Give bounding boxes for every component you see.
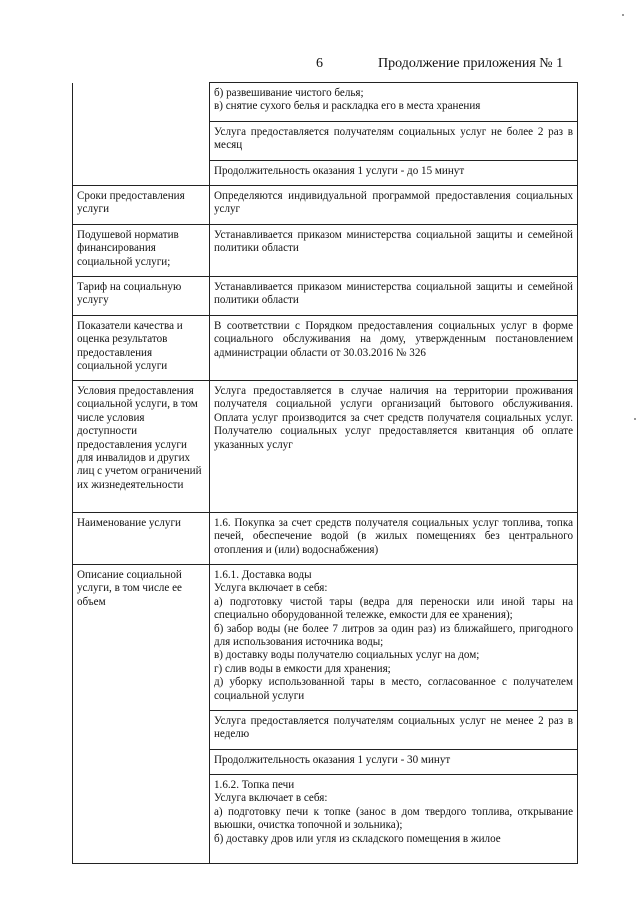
value-cell: 1.6. Покупка за счет средств получателя социальных услуг топлива, топка печей, обеспечение водой (в жилых помещениях без центрального отопления и (или) водоснабжения) <box>210 513 578 565</box>
label-cell: Наименование услуги <box>73 513 210 565</box>
value-cell: Услуга предоставляется в случае наличия на территории проживания получателя социальной услуги организаций бытового обслуживания. Оплата услуг производится за счет средств получателя социальных услуг. Получателю социальных услуг предоставляется квитанция об оплате указанных услуг <box>210 381 578 513</box>
table-row <box>73 186 578 225</box>
table-row <box>73 225 578 277</box>
list-item: б) доставку дров или угля из складского помещения в жилое <box>214 832 501 845</box>
list-item: Услуга включает в себя: <box>214 792 328 805</box>
table-row <box>73 381 578 513</box>
page-number: 6 <box>316 56 323 71</box>
label-cell: Тариф на социальную услугу <box>73 277 210 316</box>
subsection-title: 1.6.1. Доставка воды <box>214 569 312 581</box>
appendix-continuation-title: Продолжение приложения № 1 <box>378 56 564 71</box>
label-cell: Описание социальной услуги, в том числе ее объем <box>73 565 210 864</box>
value-cell: В соответствии с Порядком предоставления социальных услуг в форме социального обслуживания на дому, утвержденным постановлением администрации области от 30.03.2016 № 326 <box>210 316 578 381</box>
table-row <box>73 277 578 316</box>
scan-speck <box>622 14 624 16</box>
empty-label-cell <box>73 83 210 186</box>
label-cell: Показатели качества и оценка результатов предоставления социальной услуги <box>73 316 210 381</box>
service-table <box>72 82 578 864</box>
value-cell: Продолжительность оказания 1 услуги - до 15 минут <box>210 161 578 186</box>
list-item: в) снятие сухого белья и раскладка его в места хранения <box>214 100 481 113</box>
list-item: а) подготовку чистой тары (ведра для переноски или иной тары на специально оборудованной тележке, емкости для ее хранения); <box>214 595 573 622</box>
list-item: б) развешивание чистого белья; <box>214 87 364 99</box>
list-item: б) забор воды (не более 7 литров за один раз) из ближайшего, пригодного для использования источника воды; <box>214 622 573 649</box>
value-cell: Определяются индивидуальной программой предоставления социальных услуг <box>210 186 578 225</box>
value-cell <box>210 83 578 122</box>
label-cell: Подушевой норматив финансирования социальной услуги; <box>73 225 210 277</box>
list-item: в) доставку воды получателю социальных услуг на дом; <box>214 649 480 662</box>
list-item: Услуга включает в себя: <box>214 582 328 595</box>
list-item: д) уборку использованной тары в место, согласованное с получателем социальной услуги <box>214 676 573 702</box>
value-cell: Устанавливается приказом министерства социальной защиты и семейной политики области <box>210 225 578 277</box>
value-cell: Услуга предоставляется получателям социальных услуг не более 2 раз в месяц <box>210 122 578 161</box>
value-cell <box>210 775 578 864</box>
list-item: а) подготовку печи к топке (занос в дом твердого топлива, открывание вьюшки, очистка топочной и зольника); <box>214 805 573 832</box>
scan-speck <box>634 418 636 420</box>
list-item: г) слив воды в емкости для хранения; <box>214 662 391 675</box>
value-cell: Устанавливается приказом министерства социальной защиты и семейной политики области <box>210 277 578 316</box>
value-cell <box>210 565 578 711</box>
label-cell: Сроки предоставления услуги <box>73 186 210 225</box>
table-row <box>73 316 578 381</box>
value-cell: Продолжительность оказания 1 услуги - 30 минут <box>210 750 578 775</box>
subsection-title: 1.6.2. Топка печи <box>214 779 295 791</box>
label-cell: Условия предоставления социальной услуги, в том числе условия доступности предоставления услуги для инвалидов и других лиц с учетом ограничений их жизнедеятельности <box>73 381 210 513</box>
table-row <box>73 513 578 565</box>
table-row <box>73 83 578 122</box>
table-row <box>73 565 578 711</box>
value-cell: Услуга предоставляется получателям социальных услуг не менее 2 раз в неделю <box>210 711 578 750</box>
